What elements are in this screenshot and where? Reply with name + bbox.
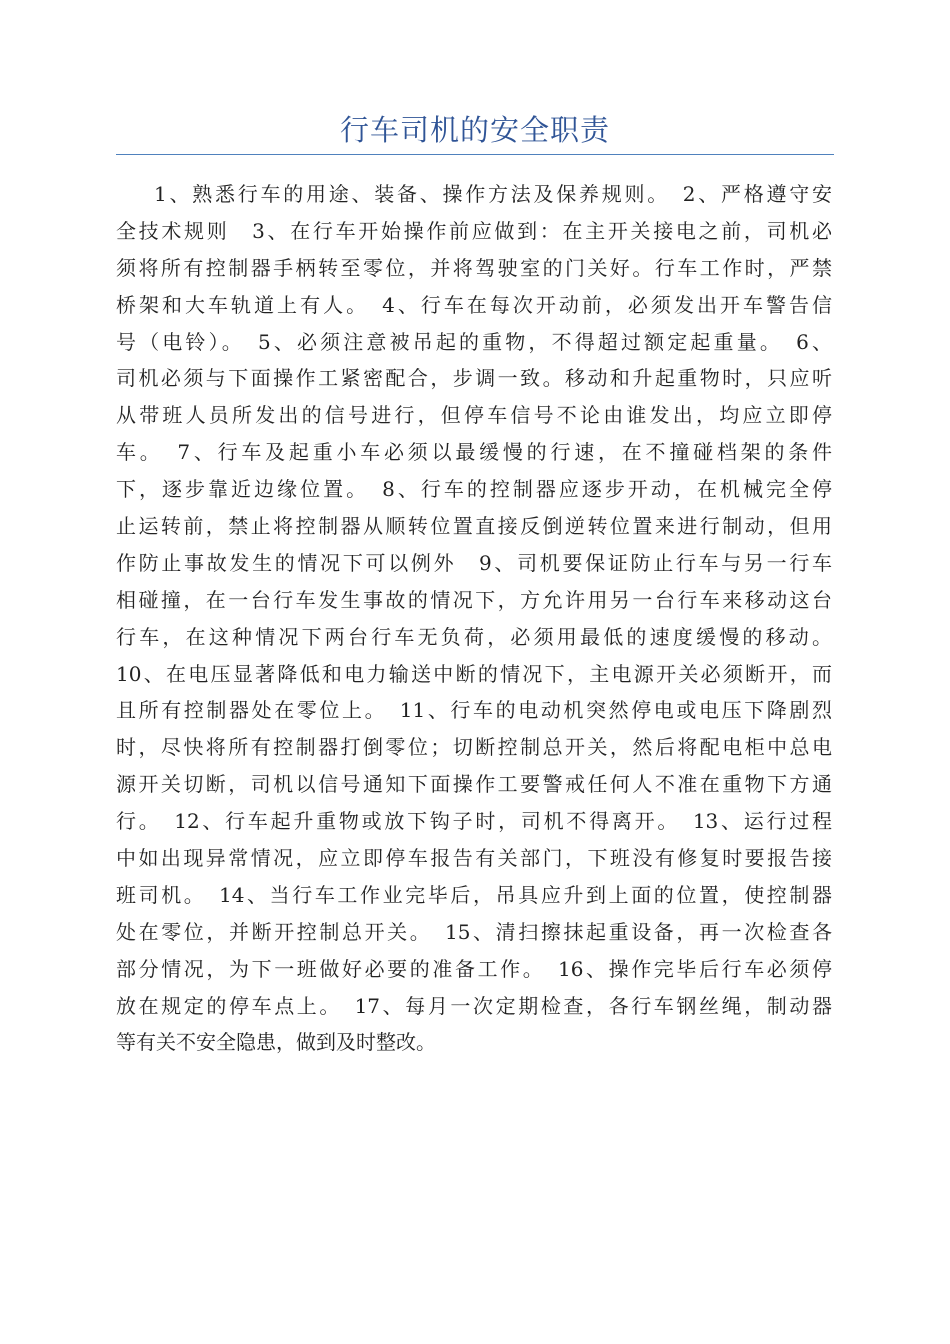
body-line: 车。 7、行车及起重小车必须以最缓慢的行速，在不撞碰档架的条件 xyxy=(116,440,832,465)
body-line: 行车，在这种情况下两台行车无负荷，必须用最低的速度缓慢的移动。 xyxy=(116,624,832,649)
body-line: 且所有控制器处在零位上。 11、行车的电动机突然停电或电压下降剧烈 xyxy=(116,698,832,723)
body-line: 止运转前，禁止将控制器从顺转位置直接反倒逆转位置来进行制动，但用 xyxy=(116,514,832,539)
body-line: 时，尽快将所有控制器打倒零位；切断控制总开关，然后将配电柜中总电 xyxy=(116,735,832,760)
body-line: 全技术规则 3、在行车开始操作前应做到：在主开关接电之前，司机必 xyxy=(116,218,832,243)
body-line: 1、熟悉行车的用途、装备、操作方法及保养规则。 2、严格遵守安 xyxy=(154,182,832,206)
body-line: 下，逐步靠近边缘位置。 8、行车的控制器应逐步开动，在机械完全停 xyxy=(116,477,832,502)
body-line: 处在零位，并断开控制总开关。 15、清扫擦抹起重设备，再一次检查各 xyxy=(116,919,832,944)
body-line: 10、在电压显著降低和电力输送中断的情况下，主电源开关必须断开，而 xyxy=(116,661,832,686)
body-line: 相碰撞，在一台行车发生事故的情况下，方允许用另一台行车来移动这台 xyxy=(116,587,832,612)
body-line: 号（电铃）。 5、必须注意被吊起的重物，不得超过额定起重量。 6、 xyxy=(116,329,832,354)
body-line: 中如出现异常情况，应立即停车报告有关部门，下班没有修复时要报告接 xyxy=(116,846,832,871)
body-line: 司机必须与下面操作工紧密配合，步调一致。移动和升起重物时，只应听 xyxy=(116,366,832,391)
body-line: 源开关切断，司机以信号通知下面操作工要警戒任何人不准在重物下方通 xyxy=(116,772,832,797)
title-underline xyxy=(116,154,834,155)
document-title: 行车司机的安全职责 xyxy=(339,113,610,147)
body-line: 作防止事故发生的情况下可以例外 9、司机要保证防止行车与另一行车 xyxy=(116,550,832,575)
body-line: 从带班人员所发出的信号进行，但停车信号不论由谁发出，均应立即停 xyxy=(116,403,832,428)
body-line: 行。 12、行车起升重物或放下钩子时，司机不得离开。 13、运行过程 xyxy=(116,809,832,834)
body-line: 桥架和大车轨道上有人。 4、行车在每次开动前，必须发出开车警告信 xyxy=(116,292,832,317)
body-line: 等有关不安全隐患，做到及时整改。 xyxy=(116,1030,436,1055)
body-line: 放在规定的停车点上。 17、每月一次定期检查，各行车钢丝绳，制动器 xyxy=(116,993,832,1018)
body-line: 班司机。 14、当行车工作业完毕后，吊具应升到上面的位置，使控制器 xyxy=(116,882,832,907)
body-line: 须将所有控制器手柄转至零位，并将驾驶室的门关好。行车工作时，严禁 xyxy=(116,255,832,280)
document-body xyxy=(116,176,832,1061)
body-line: 部分情况，为下一班做好必要的准备工作。 16、操作完毕后行车必须停 xyxy=(116,956,832,981)
